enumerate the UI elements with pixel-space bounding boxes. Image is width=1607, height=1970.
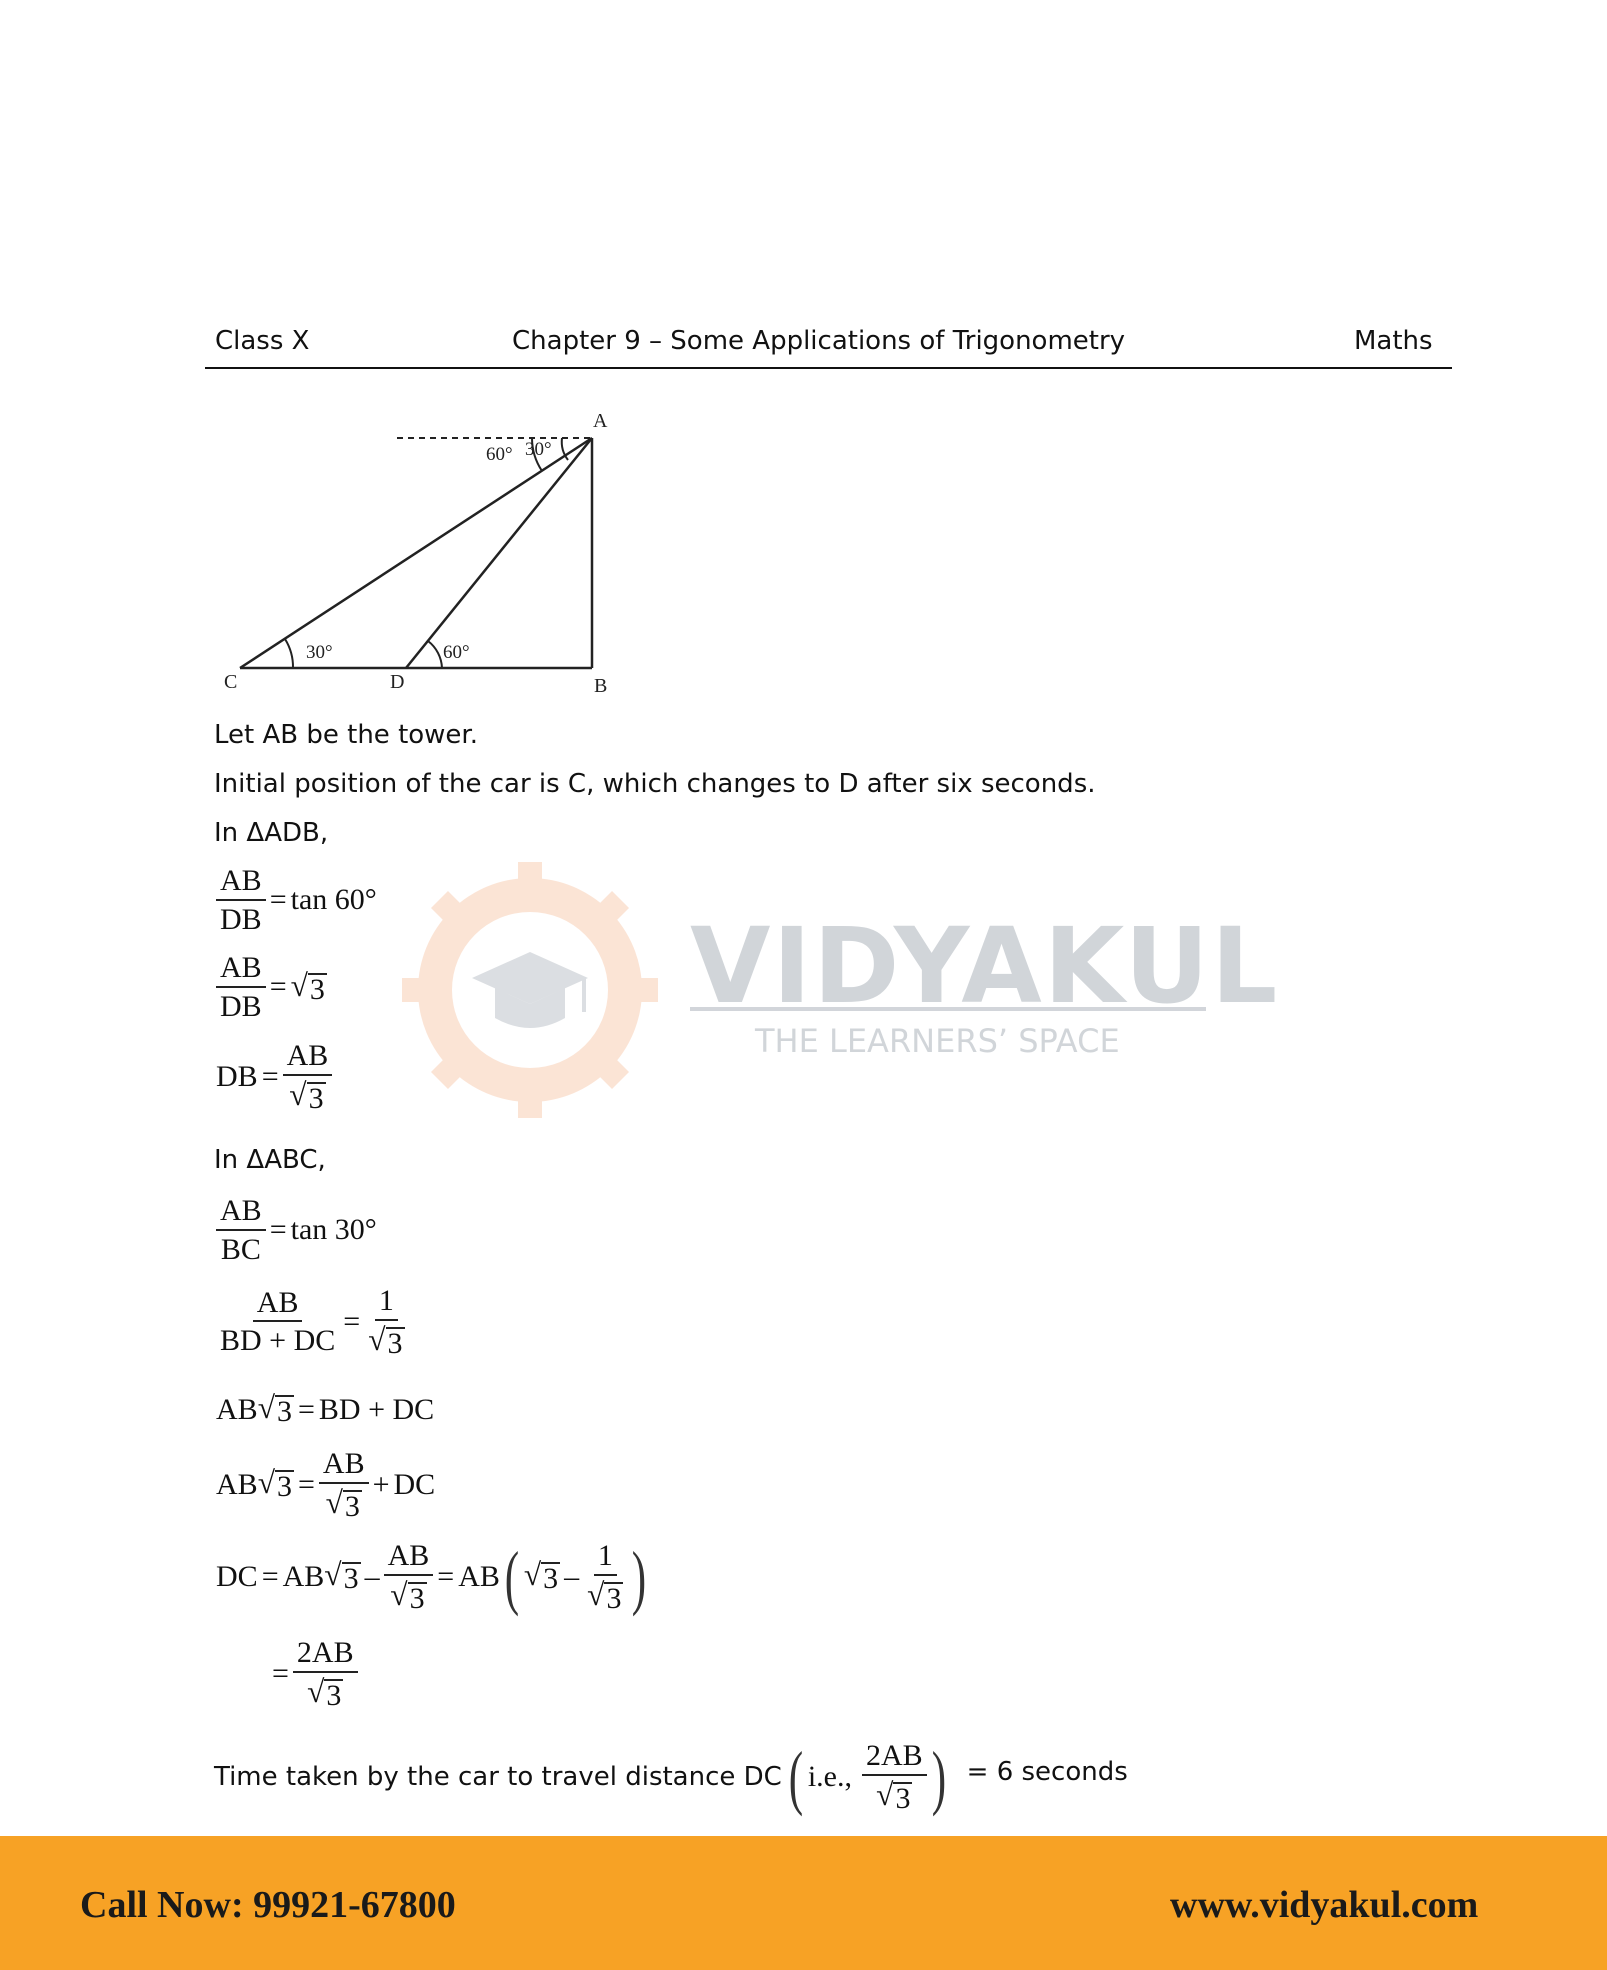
equation-8: DC = AB √ 3 – AB √ 3 = AB ( √ 3 – 1 √ 3 ) bbox=[216, 1536, 647, 1617]
label-c: C bbox=[224, 671, 238, 693]
footer-website-link[interactable]: www.vidyakul.com bbox=[1170, 1884, 1479, 1926]
equation-4: $\frac{AB}{BC}$ = tan 30° bbox=[216, 1195, 377, 1265]
text-line-1: Let AB be the tower. bbox=[214, 720, 478, 750]
equation-2: $\frac{AB}{DB}$ = √ 3 bbox=[216, 952, 327, 1022]
text-line-5: Time taken by the car to travel distance DC ( i.e., 2AB √ 3 ) = 6 seconds bbox=[214, 1736, 1128, 1817]
watermark-gear-logo bbox=[400, 860, 660, 1120]
watermark-brand: VIDYAKUL bbox=[690, 905, 1280, 1027]
text-line-2: Initial position of the car is C, which changes to D after six seconds. bbox=[214, 769, 1096, 799]
equation-3: DB = AB √ 3 bbox=[216, 1040, 332, 1114]
angle-label-60-top: 60° bbox=[486, 444, 513, 465]
watermark-underline bbox=[690, 1007, 1206, 1011]
angle-label-60-d: 60° bbox=[443, 642, 470, 663]
label-b: B bbox=[594, 675, 608, 697]
tower-diagram bbox=[210, 405, 630, 705]
equation-5: $\frac{AB}{BD + DC}$ = 1 √ 3 bbox=[220, 1284, 403, 1360]
arc-angle-d bbox=[428, 641, 442, 668]
header-class: Class X bbox=[215, 326, 310, 356]
text-line-3: In ΔADB, bbox=[214, 818, 329, 848]
arc-angle-c bbox=[285, 639, 293, 668]
equation-6: AB √ 3 = BD + DC bbox=[216, 1390, 435, 1428]
header-chapter-title: Chapter 9 – Some Applications of Trigonometry bbox=[512, 326, 1126, 356]
angle-label-30-c: 30° bbox=[306, 642, 333, 663]
label-a: A bbox=[593, 410, 608, 432]
angle-label-30-top: 30° bbox=[525, 439, 552, 460]
text-line-4: In ΔABC, bbox=[214, 1145, 326, 1175]
header-subject: Maths bbox=[1354, 326, 1433, 356]
equation-1: $\frac{AB}{DB}$ = tan 60° bbox=[216, 865, 377, 935]
line-da bbox=[406, 438, 592, 668]
line-ca bbox=[240, 438, 592, 668]
watermark-tagline: THE LEARNERS’ SPACE bbox=[755, 1022, 1120, 1060]
footer-call-now[interactable]: Call Now: 99921-67800 bbox=[80, 1884, 456, 1926]
equation-9: = 2AB √ 3 bbox=[268, 1637, 358, 1711]
header-rule bbox=[205, 367, 1452, 369]
label-d: D bbox=[390, 671, 405, 693]
equation-7: AB √ 3 = AB √ 3 + DC bbox=[216, 1447, 436, 1523]
